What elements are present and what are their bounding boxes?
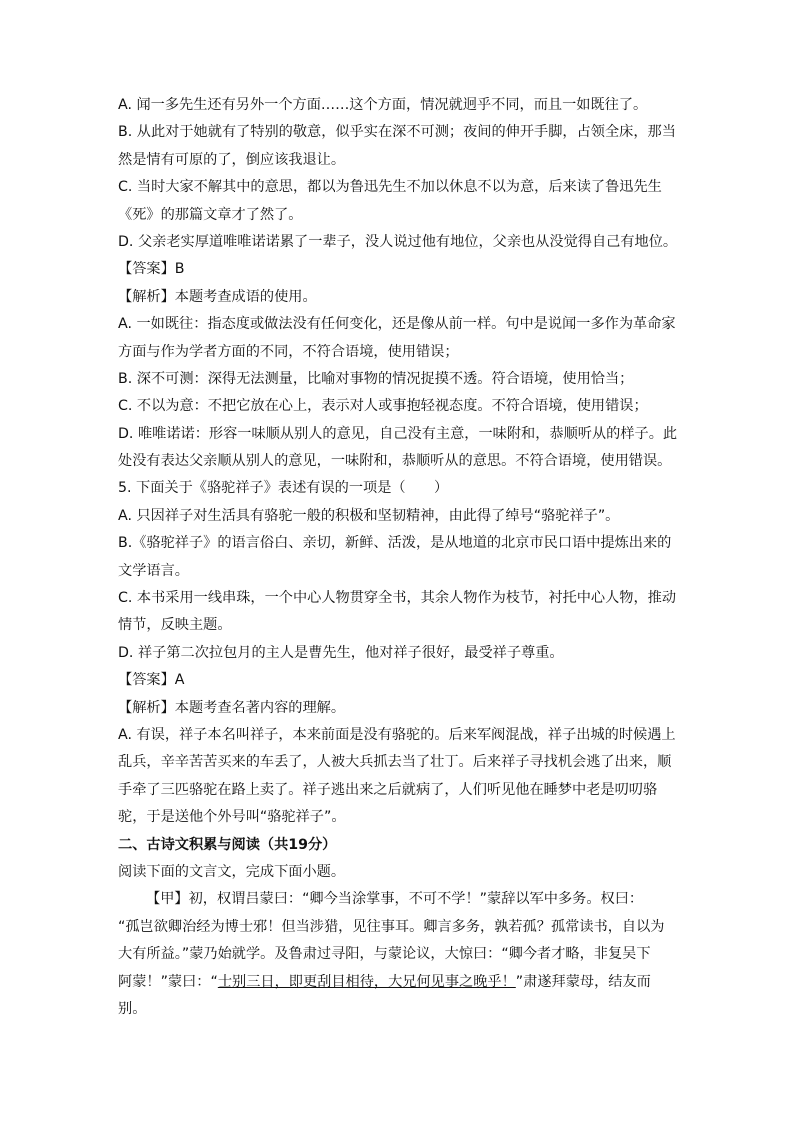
text-line: 方面与作为学者方面的不同，不符合语境，使用错误； [118, 343, 459, 360]
text-line: C. 当时大家不解其中的意思，都以为鲁迅先生不加以休息不以为意，后来读了鲁迅先生 [118, 179, 662, 196]
text-line: 驼，于是送他个外号叫“骆驼祥子”。 [118, 809, 346, 826]
text-line: 【答案】A [118, 672, 185, 689]
text-line: 手牵了三匹骆驼在路上卖了。祥子逃出来之后就病了，人们听见他在睡梦中老是叨叨骆 [118, 781, 658, 798]
text-line: 【解析】本题考查名著内容的理解。 [118, 699, 346, 716]
text-line: D. 祥子第二次拉包月的主人是曹先生，他对祥子很好，最受祥子尊重。 [118, 644, 564, 661]
text-line: B. 深不可测：深得无法测量，比喻对事物的情况捉摸不透。符合语境，使用恰当； [118, 370, 634, 387]
text-line: 5. 下面关于《骆驼祥子》表述有误的一项是（ ） [118, 480, 449, 497]
document-body [118, 92, 676, 886]
text-line: 文学语言。 [118, 562, 189, 579]
passage-text: 阿蒙！”蒙曰：“ [118, 973, 218, 990]
text-line: A. 闻一多先生还有另外一个方面……这个方面，情况就迥乎不同，而且一如既往了。 [118, 97, 648, 113]
text-line: 《死》的那篇文章才了然了。 [118, 206, 303, 223]
passage-line: 大有所益。”蒙乃始就学。及鲁肃过寻阳，与蒙论议，大惊曰：“卿今者才略，非复吴下 [118, 946, 651, 963]
passage-line: 【甲】初，权谓吕蒙曰：“卿今当涂掌事，不可不学！”蒙辞以军中多务。权曰： [146, 891, 644, 908]
text-line: 处没有表达父亲顺从别人的意见，一味附和，恭顺听从的意思。不符合语境，使用错误。 [118, 453, 672, 470]
passage-line: “孤岂欲卿治经为博士邪！但当涉猎，见往事耳。卿言多务，孰若孤？孤常读书，自以为 [118, 918, 665, 935]
text-line: B. 从此对于她就有了特别的敬意，似乎实在深不可测；夜间的伸开手脚，占领全床，那当 [118, 124, 676, 141]
text-line: A. 只因祥子对生活具有骆驼一般的积极和坚韧精神，由此得了绰号“骆驼祥子”。 [118, 507, 620, 524]
passage [118, 886, 676, 1023]
text-line: B.《骆驼祥子》的语言俗白、亲切，新鲜、活泼，是从地道的北京市民口语中提炼出来的 [118, 535, 672, 552]
text-line: C. 不以为意：不把它放在心上，表示对人或事抱轻视态度。不符合语境，使用错误； [118, 398, 648, 415]
text-line: 阅读下面的文言文，完成下面小题。 [118, 863, 346, 880]
text-line: 二、古诗文积累与阅读（共19分） [118, 836, 337, 853]
passage-line [118, 969, 676, 996]
text-line: A. 一如既往：指态度或做法没有任何变化，还是像从前一样。句中是说闻一多作为革命家 [118, 316, 676, 333]
passage-text: ”肃遂拜蒙母，结友而 [515, 973, 651, 990]
passage-line: 别。 [118, 1000, 147, 1017]
text-line: 【解析】本题考查成语的使用。 [118, 288, 317, 305]
text-line: D. 唯唯诺诺：形容一味顺从别人的意见，自己没有主意，一味附和，恭顺听从的样子。此 [118, 425, 678, 442]
text-line: 【答案】B [118, 261, 185, 278]
document-page [118, 92, 676, 1023]
text-line: C. 本书采用一线串珠，一个中心人物贯穿全书，其余人物作为枝节，衬托中心人物，推动 [118, 590, 677, 607]
underlined-sentence: 士别三日，即更刮目相待，大兄何见事之晚乎！ [217, 973, 516, 990]
text-line: A. 有误，祥子本名叫祥子，本来前面是没有骆驼的。后来军阀混战，祥子出城的时候遇上 [118, 726, 676, 743]
text-line: 情节，反映主题。 [118, 617, 232, 634]
text-line: 乱兵，辛辛苦苦买来的车丢了，人被大兵抓去当了壮丁。后来祥子寻找机会逃了出来，顺 [118, 754, 672, 771]
text-line: 然是情有可原的了，倒应该我退让。 [118, 151, 346, 168]
text-line: D. 父亲老实厚道唯唯诺诺累了一辈子，没人说过他有地位，父亲也从没觉得自己有地位。 [118, 233, 678, 250]
